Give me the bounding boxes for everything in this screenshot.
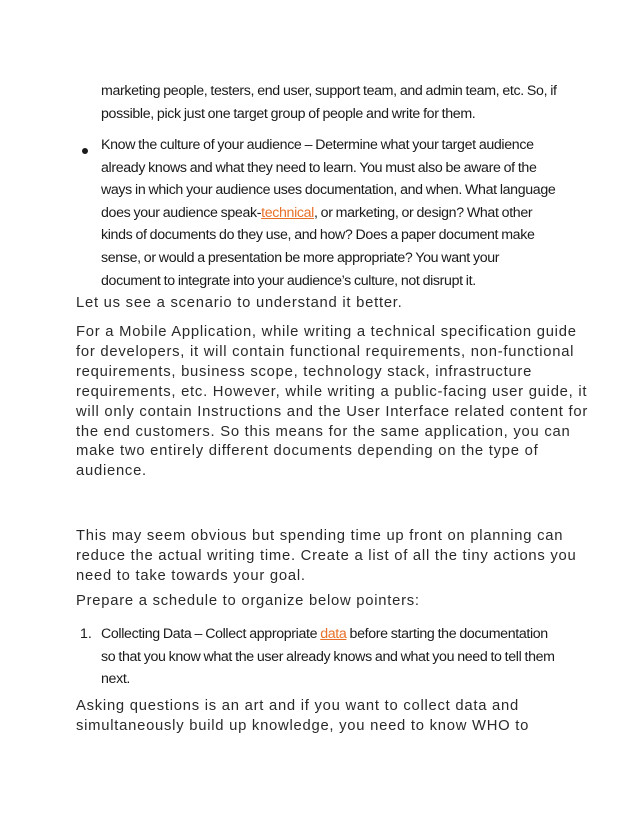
text-line: Prepare a schedule to organize below pointers: xyxy=(76,593,420,609)
text-line: Know the culture of your audience – Determine what your target audience xyxy=(101,137,534,153)
technical-link[interactable]: technical xyxy=(261,204,314,221)
data-link[interactable]: data xyxy=(320,626,347,642)
text-line: so that you know what the user already knows and what you need to tell them xyxy=(101,648,555,665)
text-line: already knows and what they need to learn. You must also be aware of the xyxy=(101,159,537,176)
text-line: possible, pick just one target group of people and write for them. xyxy=(101,105,476,122)
text-line: Let us see a scenario to understand it better. xyxy=(76,295,403,311)
paragraph-questions xyxy=(76,697,529,737)
text-line: This may seem obvious but spending time up front on planning can xyxy=(76,528,564,544)
text-line: for developers, it will contain functional requirements, non-functional xyxy=(76,343,575,360)
text-line: sense, or would a presentation be more appropriate? You want your xyxy=(101,249,500,266)
text-line: the end customers. So this means for the same application, you can xyxy=(76,423,571,440)
text-line: Asking questions is an art and if you want to collect data and xyxy=(76,698,519,714)
paragraph-scenario xyxy=(76,294,403,314)
text-line: will only contain Instructions and the User Interface related content for xyxy=(76,403,589,420)
list-item-title: Collecting Data xyxy=(101,626,192,642)
text-line: simultaneously build up knowledge, you need to know WHO to xyxy=(76,717,530,734)
paragraph-mobile-app xyxy=(76,323,588,482)
text-line: requirements, etc. However, while writing a public-facing user guide, it xyxy=(76,383,588,400)
text-line: Collecting Data – Collect appropriate data before starting the documentation xyxy=(101,626,548,642)
text-line: ways in which your audience uses documentation, and when. What language xyxy=(101,182,556,199)
list-number: 1. xyxy=(80,626,92,642)
bullet-icon xyxy=(82,148,88,154)
text-line: marketing people, testers, end user, support team, and admin team, etc. So, if xyxy=(101,83,557,99)
text-line: document to integrate into your audience’s culture, not disrupt it. xyxy=(101,272,476,289)
paragraph-schedule xyxy=(76,592,420,612)
text-line: reduce the actual writing time. Create a list of all the tiny actions you xyxy=(76,547,577,564)
text-line: next. xyxy=(101,671,131,688)
text-line: make two entirely different documents depending on the type of xyxy=(76,443,539,460)
list-item-collecting-data xyxy=(101,623,555,691)
text-line: need to take towards your goal. xyxy=(76,567,306,584)
bullet-item-culture xyxy=(101,134,555,292)
text-line: audience. xyxy=(76,463,147,480)
list-item-continuation xyxy=(101,80,557,125)
bullet-title: Know the culture of your audience xyxy=(101,137,302,153)
text-line: requirements, business scope, technology stack, infrastructure xyxy=(76,363,533,380)
text-line: does your audience speak-technical, or marketing, or design? What other xyxy=(101,204,533,221)
text-line: kinds of documents do they use, and how? Does a paper document make xyxy=(101,227,535,244)
paragraph-planning xyxy=(76,527,577,587)
text-line: For a Mobile Application, while writing a technical specification guide xyxy=(76,324,577,340)
